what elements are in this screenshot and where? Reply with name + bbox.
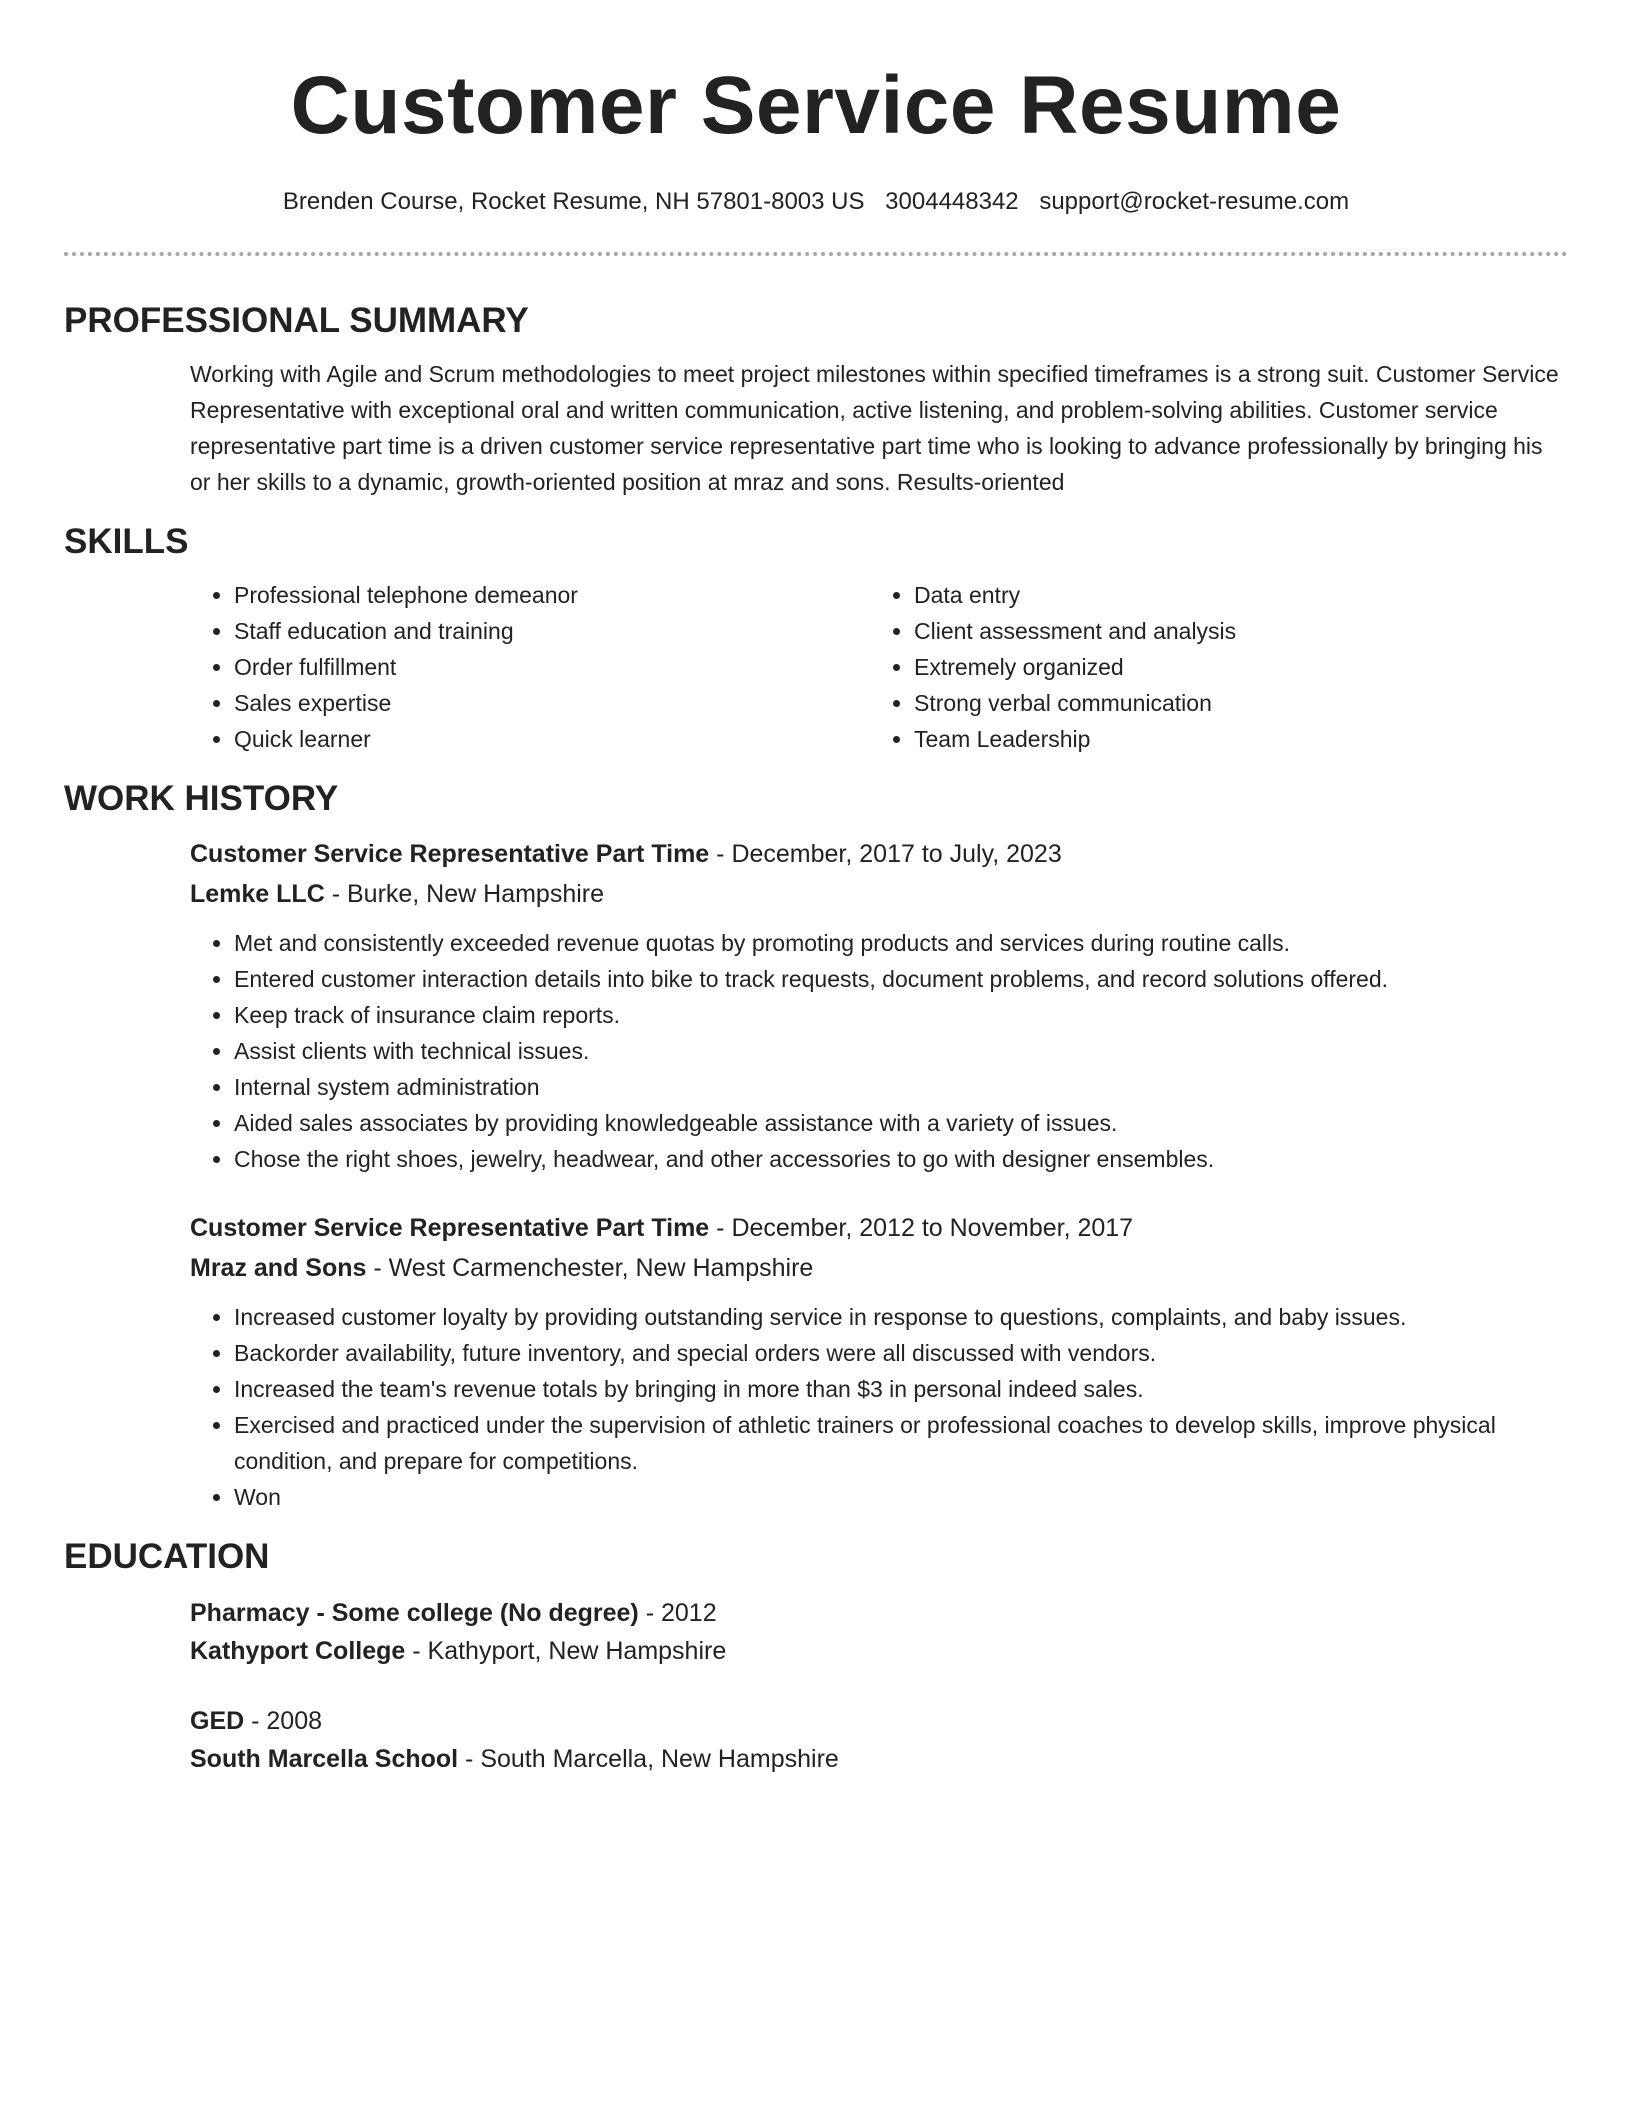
- summary-text: Working with Agile and Scrum methodologies to meet project milestones within specified timeframes is a strong suit. Customer Service Representative with exceptional oral and written communication, active listening, and problem-solving abilities. Customer service representative part time is a driven customer service representative part time who is looking to advance professionally by bringing his or her skills to a dynamic, growth-oriented position at mraz and sons. Results-oriented: [190, 361, 1559, 495]
- job-title: Customer Service Representative Part Time: [190, 1214, 710, 1242]
- job-company-line: Mraz and Sons - West Carmenchester, New Hampshire: [190, 1254, 814, 1282]
- job-bullet: • Won: [234, 1479, 1568, 1515]
- job-title-line: Customer Service Representative Part Time - December, 2017 to July, 2023: [190, 840, 1062, 868]
- contact-line: [64, 186, 1568, 218]
- skill-item: • Professional telephone demeanor: [234, 577, 870, 613]
- job-bullet: • Backorder availability, future inventory, and special orders were all discussed with vendors.: [234, 1335, 1568, 1371]
- job-title: Customer Service Representative Part Time: [190, 840, 710, 868]
- job-company: Mraz and Sons: [190, 1254, 367, 1282]
- skill-item: • Order fulfillment: [234, 649, 870, 685]
- job-bullet: • Chose the right shoes, jewelry, headwear, and other accessories to go with designer ensembles.: [234, 1141, 1568, 1177]
- skill-item: • Data entry: [914, 577, 1550, 613]
- header-divider: [64, 252, 1568, 256]
- job-bullet: • Increased customer loyalty by providing outstanding service in response to questions, complaints, and baby issues.: [234, 1299, 1568, 1335]
- job-bullet: • Assist clients with technical issues.: [234, 1033, 1568, 1069]
- education-degree-line: GED - 2008: [190, 1707, 323, 1735]
- job-dates: December, 2017 to July, 2023: [731, 840, 1062, 868]
- skill-item: • Strong verbal communication: [914, 685, 1550, 721]
- job-bullet: • Met and consistently exceeded revenue quotas by promoting products and services during routine calls.: [234, 925, 1568, 961]
- skill-item: • Extremely organized: [914, 649, 1550, 685]
- education-school: South Marcella School: [190, 1745, 459, 1773]
- job-bullets: [190, 1299, 1568, 1515]
- education-location: South Marcella, New Hampshire: [480, 1745, 839, 1773]
- contact-address: Brenden Course, Rocket Resume, NH 57801-8003 US: [282, 188, 865, 215]
- education-degree: GED: [190, 1707, 245, 1735]
- education-location: Kathyport, New Hampshire: [427, 1637, 727, 1665]
- job-bullet: • Increased the team's revenue totals by bringing in more than $3 in personal indeed sales.: [234, 1371, 1568, 1407]
- job-bullet: • Keep track of insurance claim reports.: [234, 997, 1568, 1033]
- skill-item: • Sales expertise: [234, 685, 870, 721]
- education-degree-line: Pharmacy - Some college (No degree) - 2012: [190, 1599, 717, 1627]
- job-bullet: • Aided sales associates by providing knowledgeable assistance with a variety of issues.: [234, 1105, 1568, 1141]
- job-bullet: • Internal system administration: [234, 1069, 1568, 1105]
- education-degree: Pharmacy - Some college (No degree): [190, 1599, 639, 1627]
- skills-column-left: [190, 577, 870, 757]
- skill-item: • Quick learner: [234, 721, 870, 757]
- education-school-line: Kathyport College - Kathyport, New Hampshire: [190, 1637, 727, 1665]
- education-year: 2008: [266, 1707, 323, 1735]
- job-bullets: [190, 925, 1568, 1177]
- education-year: 2012: [660, 1599, 717, 1627]
- job-entry: [190, 834, 1568, 1177]
- contact-phone: 3004448342: [885, 188, 1019, 215]
- skill-item: • Team Leadership: [914, 721, 1550, 757]
- skills-heading: SKILLS: [64, 522, 189, 561]
- education-school-line: South Marcella School - South Marcella, New Hampshire: [190, 1745, 839, 1773]
- job-entry: [190, 1208, 1568, 1515]
- resume-title: Customer Service Resume: [290, 60, 1342, 151]
- job-title-line: Customer Service Representative Part Time - December, 2012 to November, 2017: [190, 1214, 1134, 1242]
- skills-column-right: [870, 577, 1550, 757]
- education-school: Kathyport College: [190, 1637, 406, 1665]
- education-entry: [190, 1594, 1568, 1670]
- education-heading: EDUCATION: [64, 1537, 270, 1576]
- job-location: Burke, New Hampshire: [346, 880, 605, 908]
- skill-item: • Staff education and training: [234, 613, 870, 649]
- job-bullet: • Exercised and practiced under the supervision of athletic trainers or professional coaches to develop skills, improve physical condition, and prepare for competitions.: [234, 1407, 1568, 1479]
- skill-item: • Client assessment and analysis: [914, 613, 1550, 649]
- education-entry: [190, 1702, 1568, 1778]
- skills-list: [190, 577, 1568, 757]
- summary-heading: PROFESSIONAL SUMMARY: [64, 301, 529, 340]
- job-company: Lemke LLC: [190, 880, 325, 908]
- job-bullet: • Entered customer interaction details into bike to track requests, document problems, and record solutions offered.: [234, 961, 1568, 997]
- job-company-line: Lemke LLC - Burke, New Hampshire: [190, 880, 605, 908]
- job-dates: December, 2012 to November, 2017: [731, 1214, 1134, 1242]
- contact-email: support@rocket-resume.com: [1039, 188, 1350, 215]
- work-history-heading: WORK HISTORY: [64, 779, 339, 818]
- job-location: West Carmenchester, New Hampshire: [388, 1254, 814, 1282]
